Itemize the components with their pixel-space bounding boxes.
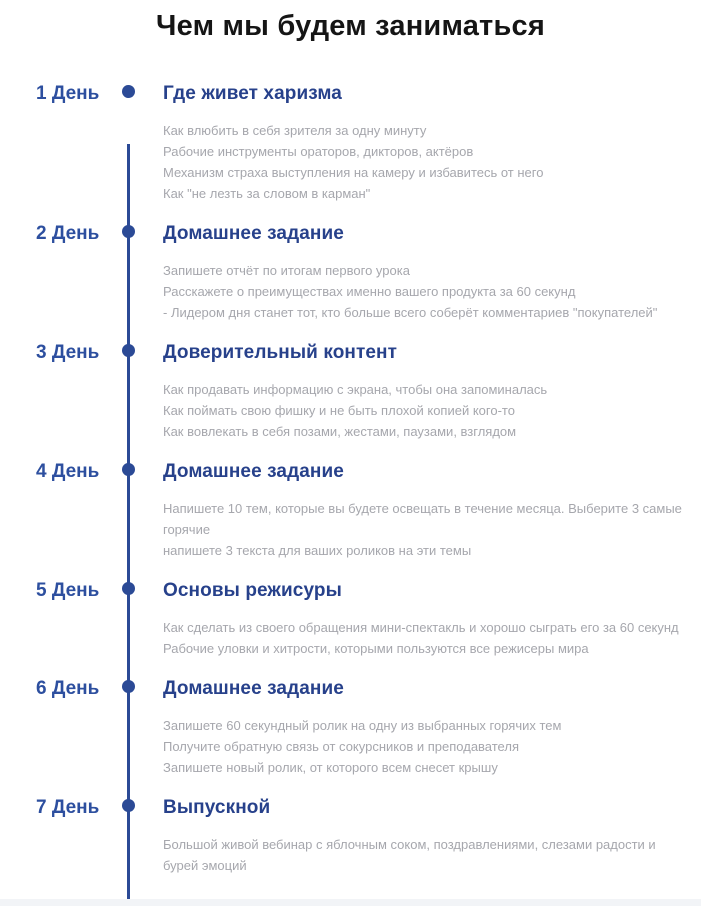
timeline-dot-icon: [122, 225, 135, 238]
lesson-line: Запишете 60 секундный ролик на одну из выбранных горячих тем: [163, 718, 562, 733]
lesson-lines: [163, 617, 683, 659]
lesson-line: - Лидером дня станет тот, кто больше всего соберёт комментариев "покупателей": [163, 305, 658, 320]
timeline-row: [0, 341, 701, 442]
lesson-lines: [163, 379, 683, 442]
timeline: [0, 82, 701, 876]
lesson-lines: [163, 498, 683, 561]
lesson-line: Механизм страха выступления на камеру и избавитесь от него: [163, 165, 544, 180]
timeline-gutter: [100, 677, 163, 778]
lesson-title: Выпускной: [163, 797, 271, 818]
lesson-lines: [163, 120, 683, 204]
next-section-strip: [0, 899, 701, 906]
day-label: 7 День: [36, 797, 100, 818]
lesson-line: Рабочие уловки и хитрости, которыми пользуются все режисеры мира: [163, 641, 589, 656]
lesson-line: Получите обратную связь от сокурсников и преподавателя: [163, 739, 519, 754]
timeline-row: [0, 677, 701, 778]
lesson-line: Как продавать информацию с экрана, чтобы она запоминалась: [163, 382, 548, 397]
lesson-title: Где живет харизма: [163, 83, 342, 104]
lesson-line: Большой живой вебинар с яблочным соком, поздравлениями, слезами радости и бурей эмоций: [163, 837, 656, 873]
lesson-line: Как вовлекать в себя позами, жестами, паузами, взглядом: [163, 424, 517, 439]
timeline-gutter: [100, 341, 163, 442]
day-label: 1 День: [36, 83, 100, 104]
lesson-line: Как сделать из своего обращения мини-спектакль и хорошо сыграть его за 60 секунд: [163, 620, 679, 635]
timeline-row: [0, 796, 701, 876]
lesson-content: [163, 796, 683, 876]
lesson-content: [163, 341, 683, 442]
timeline-row: [0, 222, 701, 323]
lesson-lines: [163, 834, 683, 876]
day-label: 3 День: [36, 342, 100, 363]
timeline-dot-icon: [122, 582, 135, 595]
lesson-title: Основы режисуры: [163, 580, 342, 601]
lesson-title: Домашнее задание: [163, 461, 344, 482]
timeline-row: [0, 460, 701, 561]
page-title: Чем мы будем заниматься: [156, 10, 545, 42]
lesson-content: [163, 222, 683, 323]
lesson-content: [163, 82, 683, 204]
lesson-line: Напишете 10 тем, которые вы будете освещать в течение месяца. Выберите 3 самые горячие: [163, 501, 682, 537]
timeline-gutter: [100, 82, 163, 204]
lesson-line: напишете 3 текста для ваших роликов на эти темы: [163, 543, 472, 558]
timeline-rows: [0, 82, 701, 876]
lesson-lines: [163, 715, 683, 778]
lesson-title: Домашнее задание: [163, 223, 344, 244]
lesson-line: Запишете новый ролик, от которого всем снесет крышу: [163, 760, 498, 775]
lesson-line: Рабочие инструменты ораторов, дикторов, актёров: [163, 144, 474, 159]
timeline-dot-icon: [122, 799, 135, 812]
timeline-dot-icon: [122, 85, 135, 98]
day-label: 4 День: [36, 461, 100, 482]
lesson-lines: [163, 260, 683, 323]
timeline-dot-icon: [122, 344, 135, 357]
timeline-gutter: [100, 579, 163, 659]
timeline-row: [0, 82, 701, 204]
timeline-gutter: [100, 222, 163, 323]
lesson-title: Доверительный контент: [163, 342, 398, 363]
lesson-line: Запишете отчёт по итогам первого урока: [163, 263, 410, 278]
lesson-content: [163, 460, 683, 561]
lesson-title: Домашнее задание: [163, 678, 344, 699]
timeline-row: [0, 579, 701, 659]
timeline-gutter: [100, 460, 163, 561]
lesson-content: [163, 677, 683, 778]
lesson-content: [163, 579, 683, 659]
day-label: 2 День: [36, 223, 100, 244]
lesson-line: Как "не лезть за словом в карман": [163, 186, 371, 201]
lesson-line: Расскажете о преимуществах именно вашего продукта за 60 секунд: [163, 284, 576, 299]
lesson-line: Как влюбить в себя зрителя за одну минуту: [163, 123, 427, 138]
timeline-dot-icon: [122, 680, 135, 693]
timeline-gutter: [100, 796, 163, 876]
day-label: 6 День: [36, 678, 100, 699]
lesson-line: Как поймать свою фишку и не быть плохой копией кого-то: [163, 403, 515, 418]
timeline-dot-icon: [122, 463, 135, 476]
day-label: 5 День: [36, 580, 100, 601]
